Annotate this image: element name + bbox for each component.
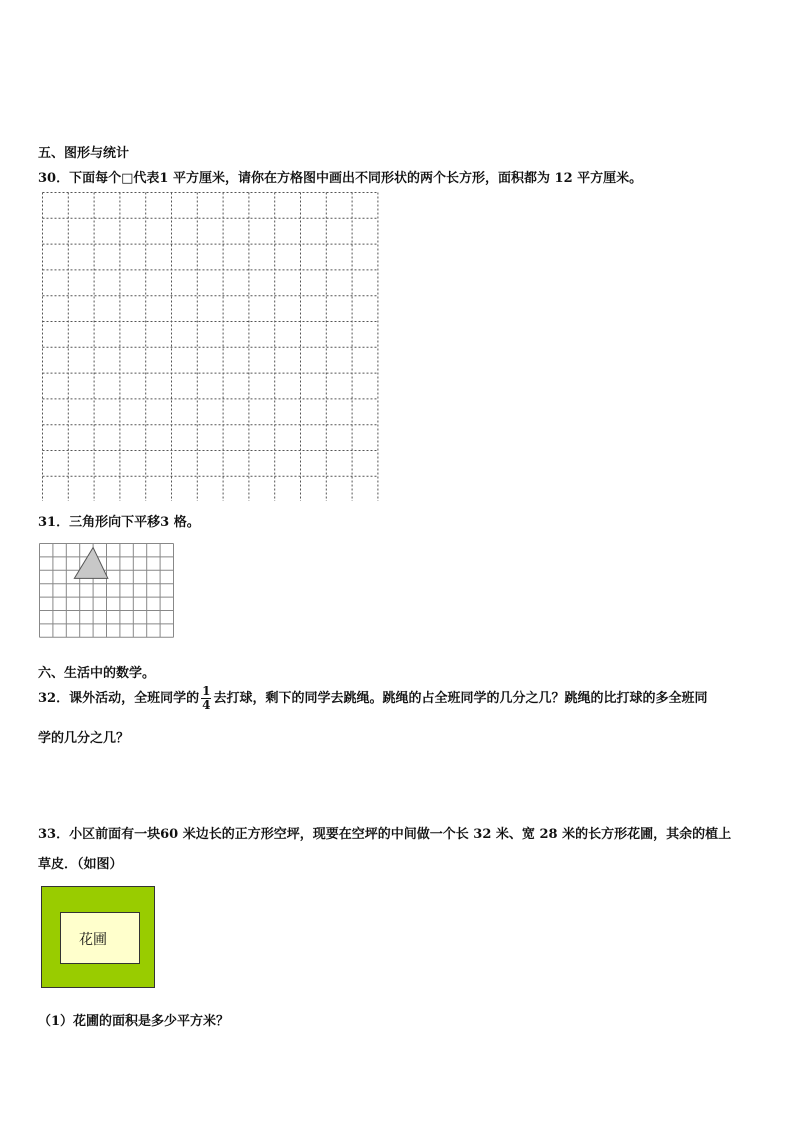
question-30-number: 30． [38,171,70,186]
question-33-number: 33． [38,827,70,842]
square-symbol: □ [121,171,134,186]
question-31-number: 31． [38,515,70,530]
question-33-text-cont: 草皮．（如图） [38,857,123,872]
question-33-text: 33．小区前面有一块60 米边长的正方形空坪，现要在空坪的中间做一个长 32 米、宽 28 米的长方形花圃，其余的植上 [38,827,732,842]
section-five-title: 五、图形与统计 [38,146,130,161]
question-32-text: 32．课外活动，全班同学的 $\frac{1}{4}$ 去打球，剩下的同学去跳绳。跳绳的占全班同学的几分之几？跳绳的比打球的多全班同 [38,684,708,712]
lawn-square [41,886,155,988]
question-32-text-cont: 学的几分之几？ [38,731,130,746]
fraction-one-quarter: $\frac{1}{4}$ [202,684,211,712]
question-33-sub-1: （1）花圃的面积是多少平方米？ [38,1014,230,1029]
question-30-text: 30．下面每个□代表1 平方厘米，请你在方格图中画出不同形状的两个长方形，面积都为 12 平方厘米。 [38,171,643,186]
question-31-text: 31．三角形向下平移3 格。 [38,515,200,530]
section-six-title: 六、生活中的数学。 [38,666,156,681]
square-grid-30[interactable] [41,191,381,501]
question-32-number: 32． [38,691,70,706]
square-grid-31[interactable] [38,542,176,648]
flower-bed-rectangle [60,912,140,964]
flower-bed-label: 花圃 [79,932,107,948]
